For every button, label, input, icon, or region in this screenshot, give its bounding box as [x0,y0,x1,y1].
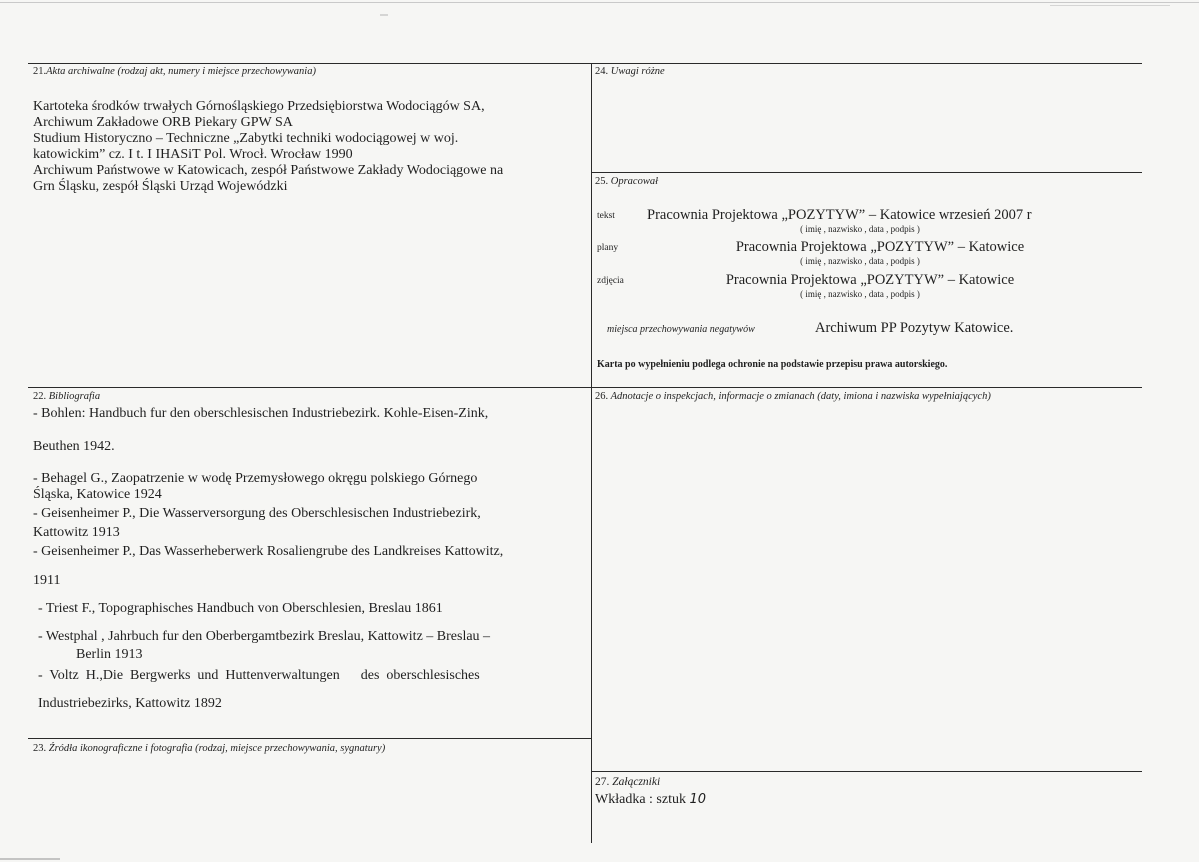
section-title: Akta archiwalne (rodzaj akt, numery i miejsce przechowywania) [46,66,316,77]
bibliography-entry: - Geisenheimer P., Die Wasserversorgung des Oberschlesischen Industriebezirk, [33,506,481,521]
section-26-heading [595,391,991,402]
section-number: 21. [33,66,47,77]
archive-line: Studium Historyczno – Techniczne „Zabytki techniki wodociągowej w woj. [33,131,459,146]
scan-speck [0,858,60,860]
bibliography-entry: - Geisenheimer P., Das Wasserheberwerk Rosaliengrube des Landkreises Kattowitz, [33,544,504,559]
scan-top-edge [0,2,1199,3]
bibliography-entry: Beuthen 1942. [33,439,115,454]
attachments-count: 10 [689,792,707,807]
section-number: 23. [33,743,47,754]
section-number: 25. [595,176,609,187]
section-25-heading [595,176,658,187]
author-sub-plany: ( imię , nazwisko , data , podpis ) [800,256,920,266]
author-zdjecia: Pracownia Projektowa „POZYTYW” – Katowice [725,272,1015,288]
label-plany: plany [597,243,619,253]
negatives-value: Archiwum PP Pozytyw Katowice. [815,320,1014,336]
table-top-border [28,63,1142,64]
bibliography-entry: - Westphal , Jahrbuch fur den Oberbergamtbezirk Breslau, Kattowitz – Breslau – [38,629,491,644]
section-number: 22. [33,391,47,402]
archive-line: Grn Śląsku, zespół Śląski Urząd Wojewódzki [33,179,288,194]
archive-line: Archiwum Państwowe w Katowicach, zespół Państwowe Zakłady Wodociągowe na [33,163,504,178]
section-number: 24. [595,66,609,77]
bibliography-entry: - Triest F., Topographisches Handbuch von Oberschlesien, Breslau 1861 [38,601,443,616]
author-sub-zdjecia: ( imię , nazwisko , data , podpis ) [800,289,920,299]
section-number: 27. [595,776,610,788]
divider-26-27 [591,771,1142,772]
section-21-heading [33,66,316,77]
section-24-heading [595,66,665,77]
section-23-heading [33,743,385,754]
bibliography-entry: Industriebezirks, Kattowitz 1892 [38,696,222,711]
section-title: Źródła ikonograficzne i fotografia (rodzaj, miejsce przechowywania, sygnatury) [48,743,386,754]
label-zdjecia: zdjęcia [597,276,624,286]
author-tekst: Pracownia Projektowa „POZYTYW” – Katowice wrzesień 2007 r [647,207,1032,223]
section-22-heading [33,391,100,402]
bibliography-entry: - Bohlen: Handbuch fur den oberschlesischen Industriebezirk. Kohle-Eisen-Zink, [33,406,489,421]
bibliography-entry: 1911 [33,573,61,588]
section-title: Załączniki [612,776,661,788]
negatives-label: miejsca przechowywania negatywów [607,324,755,335]
divider-21-22 [28,387,1142,388]
divider-22-23 [28,738,591,739]
scan-speck [1050,5,1170,6]
section-title: Opracował [610,176,658,187]
bibliography-entry: - Voltz H.,Die Bergwerks und Huttenverwaltungen des oberschlesisches [38,668,480,683]
bibliography-entry: Śląska, Katowice 1924 [33,487,162,502]
section-title: Uwagi różne [610,66,665,77]
section-number: 26. [595,391,609,402]
label-tekst: tekst [597,211,615,221]
section-27-heading [595,776,660,788]
bibliography-entry: - Behagel G., Zaopatrzenie w wodę Przemysłowego okręgu polskiego Górnego [33,471,478,486]
copyright-notice: Karta po wypełnieniu podlega ochronie na podstawie przepisu prawa autorskiego. [597,359,948,370]
author-plany: Pracownia Projektowa „POZYTYW” – Katowice [735,239,1025,255]
author-sub-tekst: ( imię , nazwisko , data , podpis ) [800,224,920,234]
archive-line: Archiwum Zakładowe ORB Piekary GPW SA [33,115,293,130]
divider-24-25 [591,172,1142,173]
attachments-value [595,792,706,808]
archive-line: katowickim” cz. I t. I IHASiT Pol. Wrocł. Wrocław 1990 [33,147,353,162]
scan-speck [380,14,388,16]
bibliography-entry: Berlin 1913 [76,647,143,662]
section-title: Bibliografia [48,391,101,402]
bibliography-entry: Kattowitz 1913 [33,525,120,540]
attachments-label: Wkładka : sztuk [595,792,690,807]
archive-line: Kartoteka środków trwałych Górnośląskiego Przedsiębiorstwa Wodociągów SA, [33,99,485,114]
section-title: Adnotacje o inspekcjach, informacje o zmianach (daty, imiona i nazwiska wypełniających) [610,391,991,402]
section-21-body [33,99,588,195]
